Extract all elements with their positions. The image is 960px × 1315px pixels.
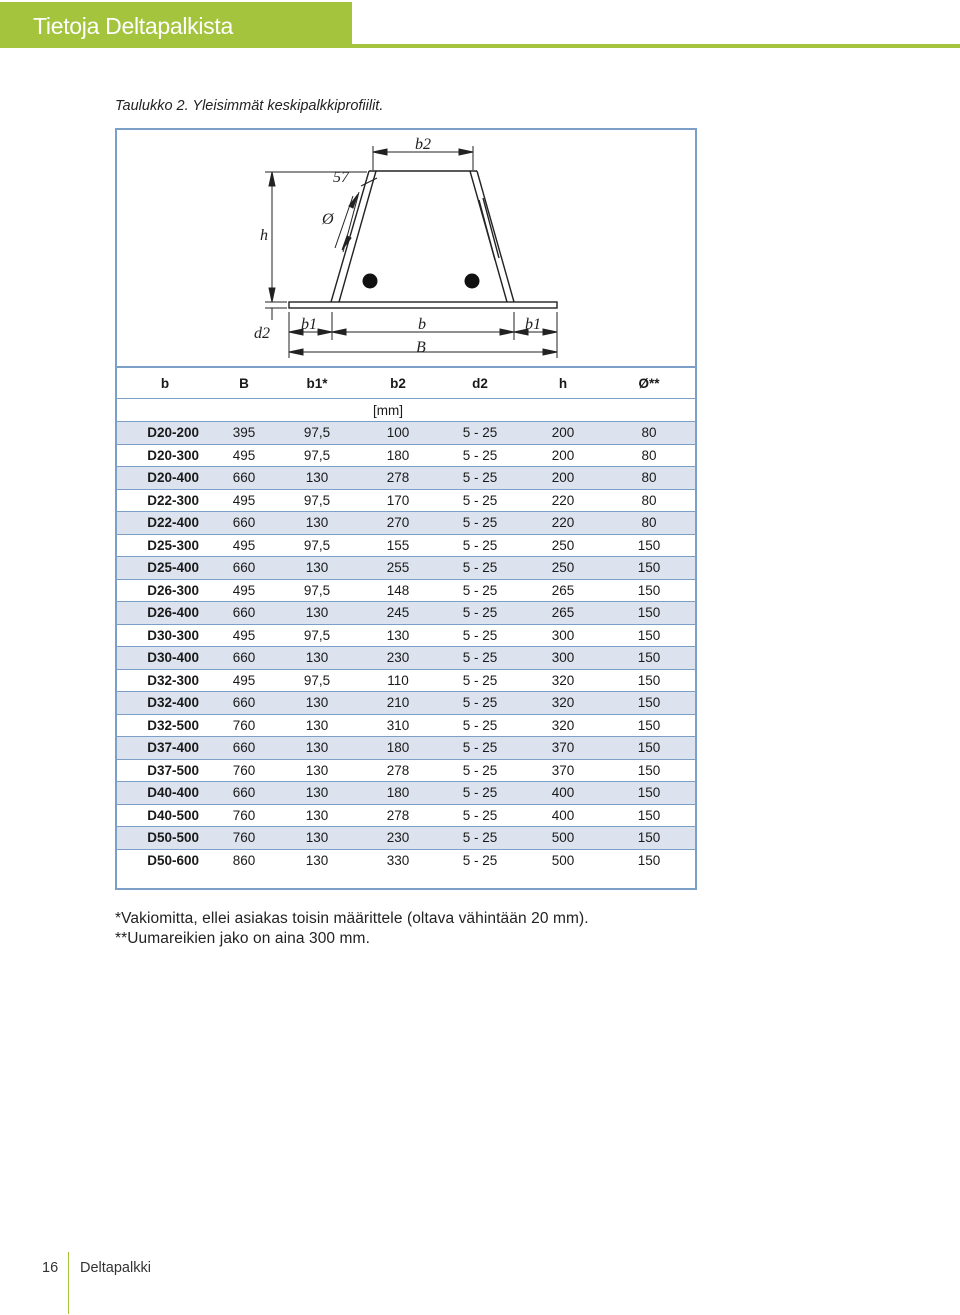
column-header: B [213, 367, 275, 399]
profile-code-cell: D30-300 [117, 624, 213, 647]
table-cell: 200 [523, 467, 603, 490]
table-cell: 150 [603, 602, 695, 625]
table-cell: 245 [359, 602, 437, 625]
table-cell: 5 - 25 [437, 444, 523, 467]
table-cell: 150 [603, 669, 695, 692]
table-cell: 97,5 [275, 534, 359, 557]
unit-label: [mm] [213, 399, 695, 422]
table-cell: 110 [359, 669, 437, 692]
profile-code-cell: D50-600 [117, 849, 213, 871]
table-cell: 130 [275, 827, 359, 850]
table-cell: 220 [523, 489, 603, 512]
table-row [117, 782, 695, 805]
footer-label: Deltapalkki [80, 1260, 151, 1276]
table-cell: 5 - 25 [437, 512, 523, 535]
table-cell: 760 [213, 827, 275, 850]
table-cell: 80 [603, 444, 695, 467]
profile-code-cell: D26-400 [117, 602, 213, 625]
dimension-label-diameter: Ø [322, 211, 334, 228]
table-cell: 660 [213, 737, 275, 760]
table-cell: 400 [523, 782, 603, 805]
table-cell: 5 - 25 [437, 557, 523, 580]
profile-code-cell: D50-500 [117, 827, 213, 850]
table-row [117, 534, 695, 557]
table-cell: 660 [213, 602, 275, 625]
table-row [117, 512, 695, 535]
table-cell: 200 [523, 444, 603, 467]
table-cell: 500 [523, 827, 603, 850]
table-row [117, 489, 695, 512]
dimension-label-b1-right: b1 [525, 316, 541, 333]
profile-code-cell: D37-400 [117, 737, 213, 760]
dimension-label-b: b [418, 316, 426, 333]
table-cell: 97,5 [275, 444, 359, 467]
table-cell: 300 [523, 624, 603, 647]
footnote-1: *Vakiomitta, ellei asiakas toisin määrittele (oltava vähintään 20 mm). [115, 910, 589, 927]
table-cell: 330 [359, 849, 437, 871]
table-cell: 97,5 [275, 669, 359, 692]
table-row [117, 467, 695, 490]
table-cell: 180 [359, 782, 437, 805]
table-cell: 5 - 25 [437, 759, 523, 782]
table-cell: 660 [213, 512, 275, 535]
table-cell: 170 [359, 489, 437, 512]
table-cell: 148 [359, 579, 437, 602]
dimension-label-d2: d2 [254, 325, 270, 342]
profile-code-cell: D32-500 [117, 714, 213, 737]
table-row [117, 444, 695, 467]
table-cell: 5 - 25 [437, 782, 523, 805]
table-cell: 760 [213, 804, 275, 827]
table-cell: 395 [213, 422, 275, 445]
column-header: b [117, 367, 213, 399]
web-hole-left [363, 274, 378, 289]
table-cell: 660 [213, 557, 275, 580]
table-cell: 230 [359, 827, 437, 850]
table-cell: 150 [603, 804, 695, 827]
table-cell: 265 [523, 579, 603, 602]
header-rule [352, 44, 960, 48]
table-row [117, 759, 695, 782]
table-cell: 150 [603, 849, 695, 871]
table-cell: 150 [603, 714, 695, 737]
table-row [117, 737, 695, 760]
dimension-label-h: h [260, 227, 268, 244]
table-cell: 180 [359, 737, 437, 760]
table-cell: 278 [359, 804, 437, 827]
table-cell: 250 [523, 534, 603, 557]
profile-code-cell: D20-400 [117, 467, 213, 490]
column-header: b2 [359, 367, 437, 399]
table-cell: 500 [523, 849, 603, 871]
table-row [117, 714, 695, 737]
table-cell: 130 [275, 849, 359, 871]
table-cell: 80 [603, 467, 695, 490]
table-cell: 130 [275, 467, 359, 490]
profile-code-cell: D30-400 [117, 647, 213, 670]
table-row [117, 602, 695, 625]
table-cell: 5 - 25 [437, 579, 523, 602]
table-cell: 130 [359, 624, 437, 647]
profile-code-cell: D25-300 [117, 534, 213, 557]
table-cell: 760 [213, 714, 275, 737]
table-cell: 278 [359, 467, 437, 490]
page-number: 16 [42, 1260, 59, 1276]
profile-code-cell: D26-300 [117, 579, 213, 602]
table-cell: 270 [359, 512, 437, 535]
profile-code-cell: D32-400 [117, 692, 213, 715]
table-cell: 180 [359, 444, 437, 467]
table-cell: 5 - 25 [437, 669, 523, 692]
dimension-label-b1-left: b1 [301, 316, 317, 333]
table-cell: 5 - 25 [437, 467, 523, 490]
table-cell: 300 [523, 647, 603, 670]
table-cell: 150 [603, 624, 695, 647]
table-cell: 97,5 [275, 624, 359, 647]
table-cell: 97,5 [275, 422, 359, 445]
table-row [117, 827, 695, 850]
table-cell: 495 [213, 579, 275, 602]
profile-code-cell: D40-400 [117, 782, 213, 805]
profile-code-cell: D32-300 [117, 669, 213, 692]
table-cell: 5 - 25 [437, 714, 523, 737]
table-row [117, 804, 695, 827]
table-cell: 97,5 [275, 489, 359, 512]
table-cell: 130 [275, 692, 359, 715]
table-cell: 130 [275, 759, 359, 782]
table-cell: 5 - 25 [437, 692, 523, 715]
table-row [117, 647, 695, 670]
table-cell: 150 [603, 647, 695, 670]
profile-code-cell: D37-500 [117, 759, 213, 782]
profile-code-cell: D20-300 [117, 444, 213, 467]
table-cell: 130 [275, 512, 359, 535]
table-cell: 150 [603, 579, 695, 602]
table-cell: 495 [213, 444, 275, 467]
table-cell: 130 [275, 602, 359, 625]
table-cell: 660 [213, 692, 275, 715]
table-row [117, 624, 695, 647]
table-cell: 495 [213, 669, 275, 692]
table-row [117, 422, 695, 445]
table-cell: 5 - 25 [437, 737, 523, 760]
table-cell: 660 [213, 782, 275, 805]
profile-cross-section-svg [117, 130, 695, 366]
table-cell: 130 [275, 714, 359, 737]
table-cell: 130 [275, 804, 359, 827]
table-cell: 230 [359, 647, 437, 670]
table-cell: 250 [523, 557, 603, 580]
profile-table-frame [115, 128, 697, 890]
table-cell: 310 [359, 714, 437, 737]
table-row [117, 692, 695, 715]
table-cell: 860 [213, 849, 275, 871]
table-cell: 278 [359, 759, 437, 782]
table-cell: 150 [603, 692, 695, 715]
table-cell: 370 [523, 737, 603, 760]
table-cell: 5 - 25 [437, 534, 523, 557]
profile-spec-table [117, 366, 695, 871]
column-header: Ø** [603, 367, 695, 399]
table-cell: 155 [359, 534, 437, 557]
table-row [117, 669, 695, 692]
table-cell: 130 [275, 557, 359, 580]
table-cell: 320 [523, 692, 603, 715]
unit-row [117, 399, 695, 422]
table-caption: Taulukko 2. Yleisimmät keskipalkkiprofiilit. [115, 98, 384, 114]
table-cell: 5 - 25 [437, 804, 523, 827]
table-cell: 370 [523, 759, 603, 782]
table-row [117, 849, 695, 871]
table-cell: 97,5 [275, 579, 359, 602]
table-cell: 760 [213, 759, 275, 782]
table-cell: 5 - 25 [437, 647, 523, 670]
table-row [117, 579, 695, 602]
profile-code-cell: D25-400 [117, 557, 213, 580]
footnote-2: **Uumareikien jako on aina 300 mm. [115, 930, 370, 947]
table-cell: 80 [603, 512, 695, 535]
table-cell: 150 [603, 737, 695, 760]
profile-code-cell: D22-300 [117, 489, 213, 512]
table-cell: 5 - 25 [437, 624, 523, 647]
column-header: d2 [437, 367, 523, 399]
table-row [117, 557, 695, 580]
table-cell: 150 [603, 827, 695, 850]
profile-code-cell: D20-200 [117, 422, 213, 445]
table-cell: 660 [213, 647, 275, 670]
table-cell: 5 - 25 [437, 849, 523, 871]
table-cell: 320 [523, 669, 603, 692]
table-cell: 320 [523, 714, 603, 737]
table-cell: 5 - 25 [437, 602, 523, 625]
table-cell: 210 [359, 692, 437, 715]
dimension-label-B: B [416, 339, 426, 356]
dimension-label-b2: b2 [415, 136, 431, 153]
dimension-label-57: 57 [333, 169, 349, 186]
table-header-row [117, 367, 695, 399]
table-cell: 255 [359, 557, 437, 580]
table-cell: 200 [523, 422, 603, 445]
table-cell: 130 [275, 782, 359, 805]
table-cell: 150 [603, 534, 695, 557]
column-header: b1* [275, 367, 359, 399]
column-header: h [523, 367, 603, 399]
web-hole-right [465, 274, 480, 289]
table-cell: 660 [213, 467, 275, 490]
table-cell: 265 [523, 602, 603, 625]
table-cell: 80 [603, 489, 695, 512]
table-cell: 5 - 25 [437, 422, 523, 445]
table-cell: 130 [275, 737, 359, 760]
table-cell: 150 [603, 782, 695, 805]
profile-code-cell: D22-400 [117, 512, 213, 535]
profile-code-cell: D40-500 [117, 804, 213, 827]
table-cell: 130 [275, 647, 359, 670]
table-cell: 5 - 25 [437, 827, 523, 850]
table-cell: 220 [523, 512, 603, 535]
table-cell: 495 [213, 534, 275, 557]
page-header-title: Tietoja Deltapalkista [33, 13, 233, 39]
table-cell: 150 [603, 557, 695, 580]
table-cell: 495 [213, 624, 275, 647]
table-cell: 150 [603, 759, 695, 782]
table-cell: 400 [523, 804, 603, 827]
table-cell: 495 [213, 489, 275, 512]
table-cell: 5 - 25 [437, 489, 523, 512]
profile-drawing [117, 130, 695, 366]
footer-divider [68, 1252, 69, 1314]
table-cell: 80 [603, 422, 695, 445]
table-cell: 100 [359, 422, 437, 445]
